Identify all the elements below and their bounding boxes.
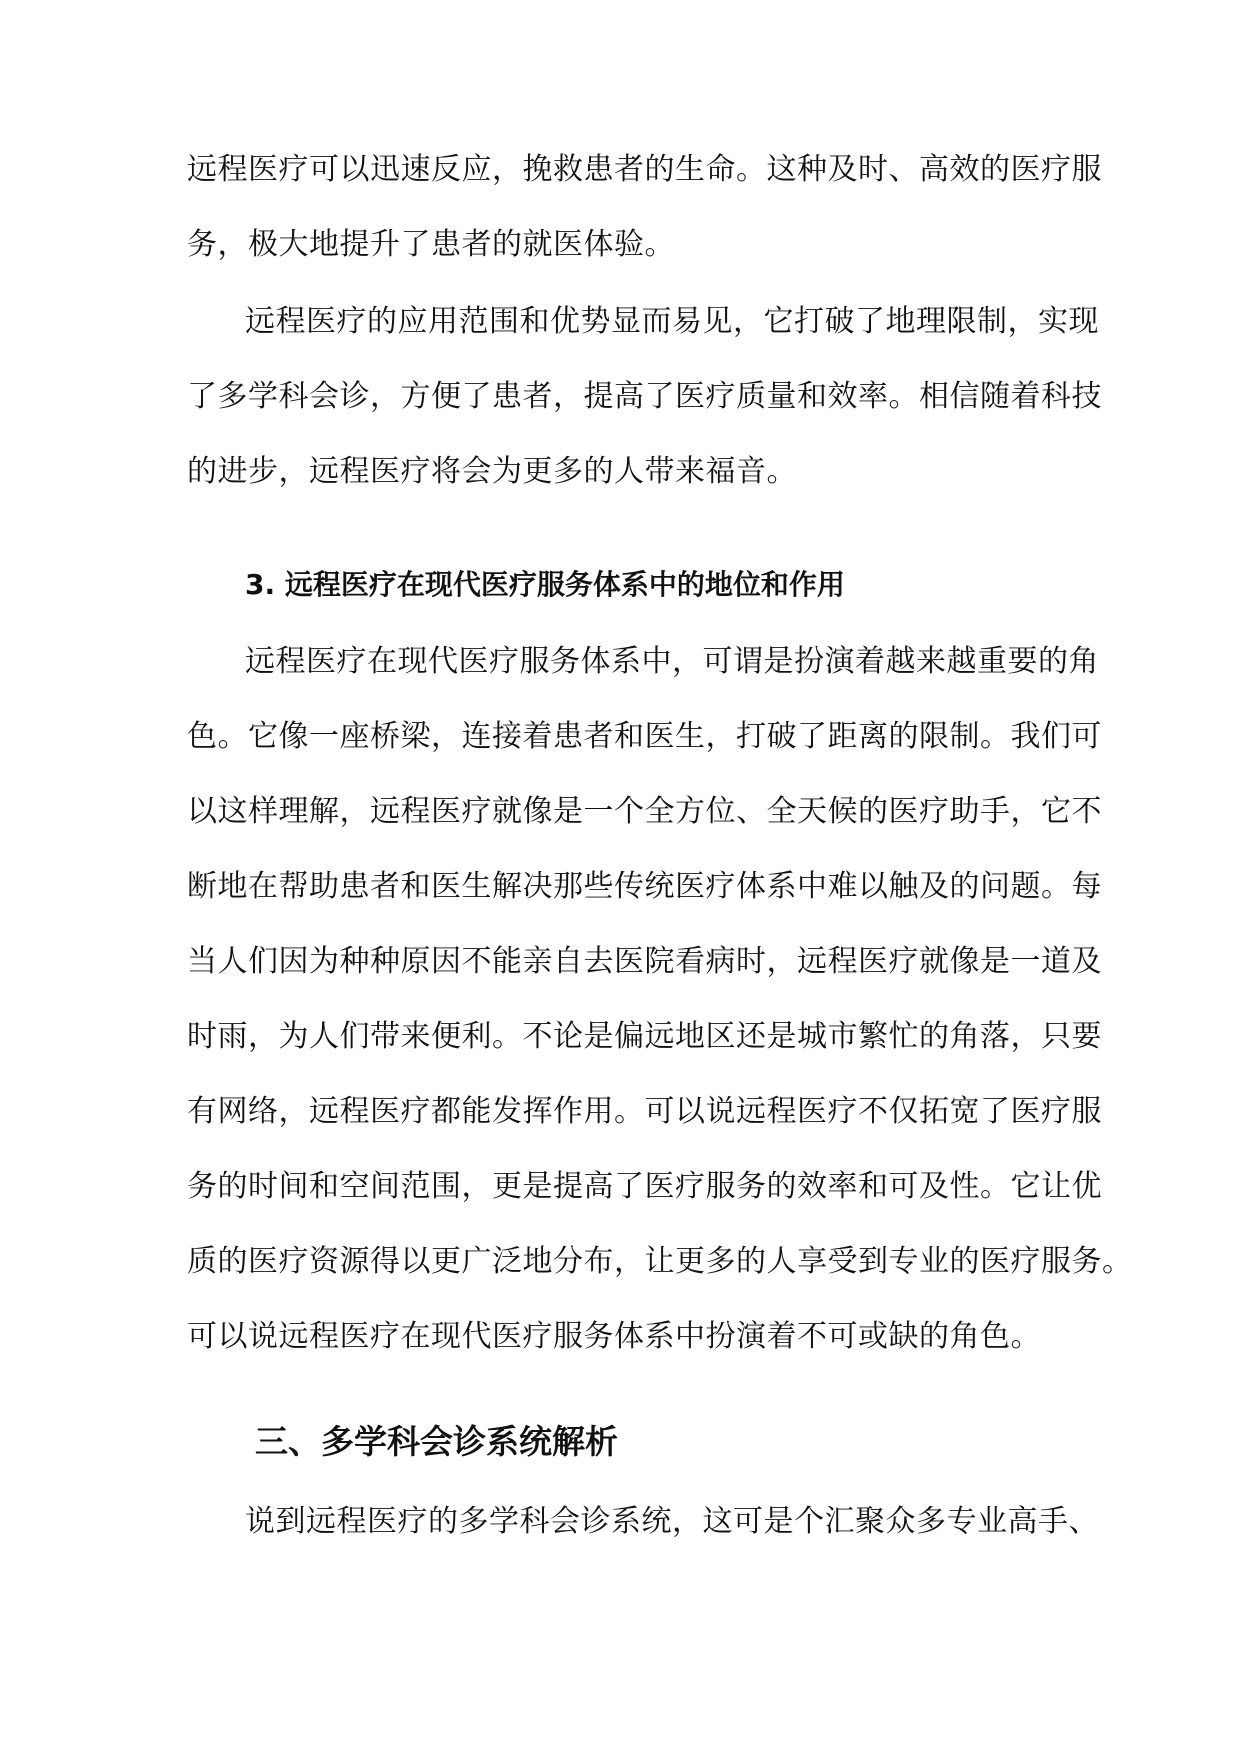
paragraph-line: 可以说远程医疗在现代医疗服务体系中扮演着不可或缺的角色。: [187, 1319, 1041, 1354]
paragraph-line: 当人们因为种种原因不能亲自去医院看病时，远程医疗就像是一道及: [187, 944, 1102, 979]
paragraph-line: 时雨，为人们带来便利。不论是偏远地区还是城市繁忙的角落，只要: [187, 1019, 1102, 1054]
paragraph-line: 务的时间和空间范围，更是提高了医疗服务的效率和可及性。它让优: [187, 1169, 1102, 1204]
paragraph-line: 远程医疗可以迅速反应，挽救患者的生命。这种及时、高效的医疗服: [187, 152, 1102, 187]
paragraph-line: 断地在帮助患者和医生解决那些传统医疗体系中难以触及的问题。每: [187, 869, 1102, 904]
paragraph-line: 的进步，远程医疗将会为更多的人带来福音。: [187, 454, 797, 489]
paragraph-line: 质的医疗资源得以更广泛地分布，让更多的人享受到专业的医疗服务。: [187, 1244, 1133, 1279]
paragraph-line: 以这样理解，远程医疗就像是一个全方位、全天候的医疗助手，它不: [187, 794, 1102, 829]
paragraph-line: 务，极大地提升了患者的就医体验。: [187, 227, 675, 262]
paragraph-line: 远程医疗在现代医疗服务体系中，可谓是扮演着越来越重要的角: [245, 644, 1099, 679]
paragraph-line: 远程医疗的应用范围和优势显而易见，它打破了地理限制，实现: [245, 304, 1099, 339]
paragraph-line: 说到远程医疗的多学科会诊系统，这可是个汇聚众多专业高手、: [245, 1504, 1099, 1539]
paragraph-line: 有网络，远程医疗都能发挥作用。可以说远程医疗不仅拓宽了医疗服: [187, 1094, 1102, 1129]
subsection-heading: 3. 远程医疗在现代医疗服务体系中的地位和作用: [245, 568, 845, 601]
paragraph-line: 了多学科会诊，方便了患者，提高了医疗质量和效率。相信随着科技: [187, 379, 1102, 414]
section-heading: 三、多学科会诊系统解析: [255, 1422, 618, 1461]
paragraph-line: 色。它像一座桥梁，连接着患者和医生，打破了距离的限制。我们可: [187, 719, 1102, 754]
